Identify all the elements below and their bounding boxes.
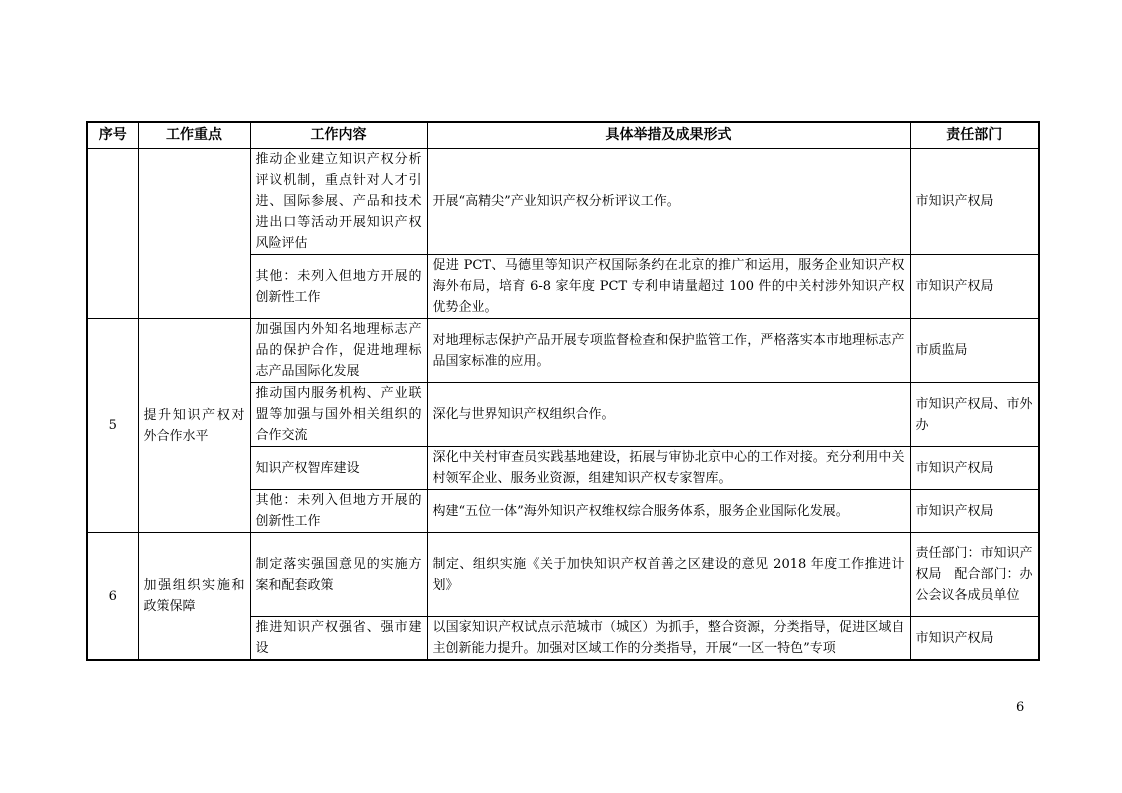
- department-cell: 责任部门：市知识产权局 配合部门：办公会议各成员单位: [910, 533, 1039, 617]
- header-work-content: 工作内容: [250, 122, 427, 149]
- measure-cell: 以国家知识产权试点示范城市（城区）为抓手，整合资源，分类指导，促进区域自主创新能力提升。加强对区域工作的分类指导，开展“一区一特色”专项: [427, 617, 910, 661]
- content-cell: 加强国内外知名地理标志产品的保护合作，促进地理标志产品国际化发展: [250, 319, 427, 383]
- serial-cell: 6: [87, 533, 138, 661]
- measure-cell: 对地理标志保护产品开展专项监督检查和保护监管工作，严格落实本市地理标志产品国家标准的应用。: [427, 319, 910, 383]
- focus-cell: 提升知识产权对外合作水平: [138, 319, 250, 533]
- table-row: [87, 319, 1039, 383]
- content-cell: 知识产权智库建设: [250, 447, 427, 490]
- content-cell: 制定落实强国意见的实施方案和配套政策: [250, 533, 427, 617]
- focus-cell-continued: [138, 149, 250, 319]
- serial-cell: 5: [87, 319, 138, 533]
- table-row: [87, 149, 1039, 255]
- header-department: 责任部门: [910, 122, 1039, 149]
- department-cell: 市质监局: [910, 319, 1039, 383]
- department-cell: 市知识产权局: [910, 255, 1039, 319]
- work-plan-table: [86, 121, 1040, 661]
- measure-cell: 深化与世界知识产权组织合作。: [427, 383, 910, 447]
- content-cell: 推动企业建立知识产权分析评议机制，重点针对人才引进、国际参展、产品和技术进出口等活动开展知识产权风险评估: [250, 149, 427, 255]
- page-number: 6: [1016, 700, 1025, 715]
- department-cell: 市知识产权局: [910, 149, 1039, 255]
- content-cell: 推进知识产权强省、强市建设: [250, 617, 427, 661]
- department-cell: 市知识产权局: [910, 617, 1039, 661]
- measure-cell: 深化中关村审查员实践基地建设，拓展与审协北京中心的工作对接。充分利用中关村领军企业、服务业资源，组建知识产权专家智库。: [427, 447, 910, 490]
- content-cell: 推动国内服务机构、产业联盟等加强与国外相关组织的合作交流: [250, 383, 427, 447]
- document-table-container: [86, 121, 1038, 661]
- measure-cell: 构建“五位一体”海外知识产权维权综合服务体系，服务企业国际化发展。: [427, 490, 910, 533]
- measure-cell: 制定、组织实施《关于加快知识产权首善之区建设的意见 2018 年度工作推进计划》: [427, 533, 910, 617]
- serial-cell-continued: [87, 149, 138, 319]
- measure-cell: 促进 PCT、马德里等知识产权国际条约在北京的推广和运用，服务企业知识产权海外布局，培育 6-8 家年度 PCT 专利申请量超过 100 件的中关村涉外知识产权优势企业。: [427, 255, 910, 319]
- department-cell: 市知识产权局: [910, 447, 1039, 490]
- table-header-row: [87, 122, 1039, 149]
- header-measures: 具体举措及成果形式: [427, 122, 910, 149]
- focus-cell: 加强组织实施和政策保障: [138, 533, 250, 661]
- header-serial: 序号: [87, 122, 138, 149]
- department-cell: 市知识产权局: [910, 490, 1039, 533]
- table-row: [87, 533, 1039, 617]
- header-work-focus: 工作重点: [138, 122, 250, 149]
- measure-cell: 开展“高精尖”产业知识产权分析评议工作。: [427, 149, 910, 255]
- content-cell: 其他：未列入但地方开展的创新性工作: [250, 255, 427, 319]
- department-cell: 市知识产权局、市外办: [910, 383, 1039, 447]
- content-cell: 其他：未列入但地方开展的创新性工作: [250, 490, 427, 533]
